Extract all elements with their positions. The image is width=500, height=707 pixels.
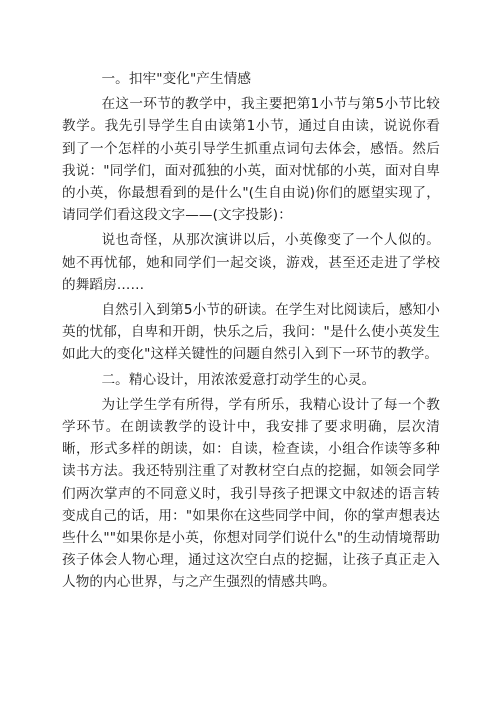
paragraph-4: 为让学生学有所得，学有所乐，我精心设计了每一个教学环节。在朗读教学的设计中，我安排了要求明确，层次清晰，形式多样的朗读，如：自读，检查读，小组合作读等多种读书方法。我还特别注重了对教材空白点的挖掘，如领会同学们两次掌声的不同意义时，我引导孩子把课文中叙述的语言转变成自己的话，用："如果你在这些同学中间，你的掌声想表达些什么""如果你是小英，你想对同学们说什么"的生动情境帮助孩子体会人物心理，通过这次空白点的挖掘，让孩子真正走入人物的内心世界，与之产生强烈的情感共鸣。	[62, 396, 440, 591]
section-heading-1: 一。扣牢"变化"产生情感	[101, 71, 252, 87]
quoted-paragraph: 说也奇怪，从那次演讲以后，小英像变了一个人似的。她不再忧郁，她和同学们一起交谈，游戏，甚至还走进了学校的舞蹈房……	[62, 232, 440, 293]
document-body	[62, 68, 440, 597]
paragraph-3: 自然引入到第5小节的研读。在学生对比阅读后，感知小英的忧郁，自卑和开朗，快乐之后，我问："是什么使小英发生如此大的变化"这样关键性的问题自然引入到下一环节的教学。	[62, 302, 440, 363]
paragraph-1: 在这一环节的教学中，我主要把第1小节与第5小节比较教学。我先引导学生自由读第1小节，通过自由读，说说你看到了一个怎样的小英引导学生抓重点词句去体会，感悟。然后我说："同学们，面对孤独的小英，面对忧郁的小英，面对自卑的小英，你最想看到的是什么"(生自由说)你们的愿望实现了，请同学们看这段文字——(文字投影)：	[62, 96, 440, 224]
section-heading-2: 二。精心设计，用浓浓爱意打动学生的心灵。	[101, 371, 376, 388]
